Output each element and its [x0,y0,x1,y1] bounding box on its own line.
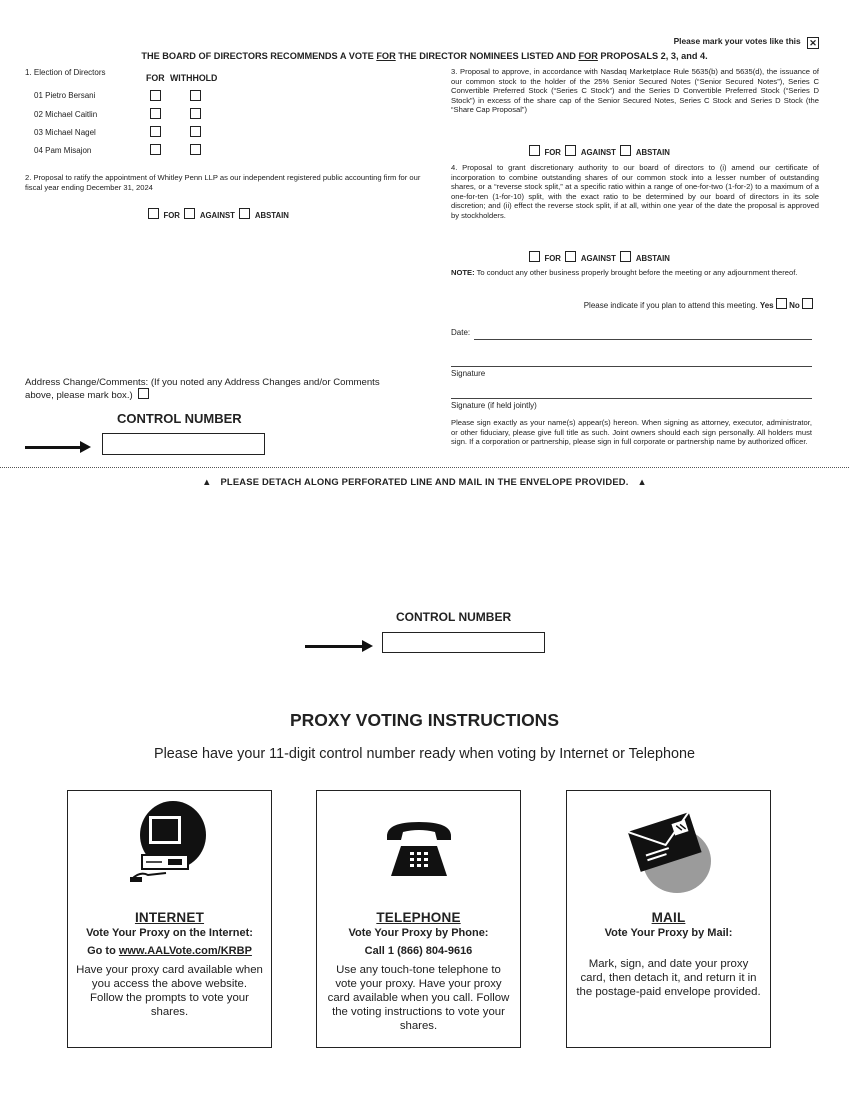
signature-joint-label: Signature (if held jointly) [451,401,537,410]
signature-line[interactable] [451,366,812,367]
nominee-1-withhold-checkbox[interactable] [190,90,201,101]
address-change-checkbox[interactable] [138,388,149,399]
example-mark-box: ✕ [807,37,819,49]
proposal-3-vote [529,142,670,160]
control-number-label-2: CONTROL NUMBER [396,610,512,624]
signature-label: Signature [451,369,486,378]
detach-instruction [0,476,849,487]
note-body: To conduct any other business properly brought before the meeting or any adjournment thereof. [474,268,798,277]
nominee-2-withhold-checkbox[interactable] [190,108,201,119]
proposal-3-text: 3. Proposal to approve, in accordance with Nasdaq Marketplace Rule 5635(b) and 5635(d), the issuance of our common stock to the holder of the 25% Senior Secured Notes (“Senior Secured Notes”), Series C Convertible Preferred Stock (“Series C Stock”) and the Series D Convertible Preferred Stock (“Series D Stock”) in excess of the share cap of the Senior Secured Notes, Series C Stock and Series D Stock (the “Share Cap Proposal”) [451,67,819,115]
proposal-4-for-checkbox[interactable] [529,251,540,262]
telephone-panel [316,790,521,1048]
perforated-line [0,467,849,468]
attend-no-label: No [789,301,800,310]
proposal-3-for-checkbox[interactable] [529,145,540,156]
internet-goto: Go to [87,945,119,957]
mark-votes-text: Please mark your votes like this [673,36,801,46]
proposal-4-against-checkbox[interactable] [565,251,576,262]
control-number-label: CONTROL NUMBER [117,411,242,426]
instructions-title: PROXY VOTING INSTRUCTIONS [289,710,559,730]
computer-icon [126,801,208,889]
nominee-4-withhold-checkbox[interactable] [190,144,201,155]
detach-text: PLEASE DETACH ALONG PERFORATED LINE AND MAIL IN THE ENVELOPE PROVIDED. [220,476,629,487]
note-text [451,268,819,278]
proposal-4-abstain-checkbox[interactable] [620,251,631,262]
proposal-3-abstain-label: ABSTAIN [635,148,670,157]
board-recommendation [0,51,849,61]
control-number-arrow-icon [25,446,83,449]
board-rec-for2: FOR [578,51,598,61]
telephone-body: Use any touch-tone telephone to vote your proxy. Have your proxy card available when you call. Follow the voting instructions to vote your shares. [327,964,510,1032]
proposal-2-text: 2. Proposal to ratify the appointment of Whitley Penn LLP as our independent registered public accounting firm for our fiscal year ending December 31, 2024 [25,173,421,192]
nominee-4: 04 Pam Misajon [34,146,92,155]
proposal-2-against-label: AGAINST [199,211,235,220]
nominee-1-for-checkbox[interactable] [150,90,161,101]
col-withhold-header: WITHHOLD [170,73,218,83]
attend-row [584,298,813,311]
board-rec-part3: PROPOSALS 2, 3, and 4. [597,51,708,61]
up-triangle-icon: ▲ [202,476,212,487]
election-label: 1. Election of Directors [25,68,106,77]
proposal-4-text: 4. Proposal to grant discretionary authority to our board of directors to (i) amend our certificate of incorporation to combine outstanding shares of our common stock into a lesser number of outstanding shares, or a “reverse stock split,” at a specific ratio within a range of one-for-two (1-for-2) to a maximum of a one-for-ten (1-for-10) split, with the exact ratio to be determined by our board of directors in its sole discretion; and (ii) effect the reverse stock split, if at all, within one year of the date the proposal is approved by stockholders. [451,163,819,220]
control-number-box-2[interactable] [382,632,545,653]
telephone-title: TELEPHONE [376,910,461,925]
proposal-4-against-label: AGAINST [580,254,616,263]
attend-yes-checkbox[interactable] [776,298,787,309]
proposal-3-for-label: FOR [544,148,561,157]
attend-text: Please indicate if you plan to attend this meeting. [583,301,758,310]
mark-votes-instruction [674,36,819,49]
nominee-2: 02 Michael Caitlin [34,110,98,119]
up-triangle-icon: ▲ [637,476,647,487]
proposal-2-vote [148,205,289,223]
mail-sub1: Vote Your Proxy by Mail: [604,927,733,939]
telephone-icon [383,816,455,882]
attend-yes-label: Yes [759,301,774,310]
nominee-2-for-checkbox[interactable] [150,108,161,119]
proposal-4-vote [529,248,670,266]
proposal-3-against-label: AGAINST [580,148,616,157]
note-label: NOTE: [451,268,475,277]
board-rec-for1: FOR [376,51,396,61]
nominee-1: 01 Pietro Bersani [34,91,96,100]
control-number-arrow-icon-2 [305,645,365,648]
address-change-text [25,377,405,401]
nominee-4-for-checkbox[interactable] [150,144,161,155]
control-number-box[interactable] [102,433,265,455]
envelope-icon [619,803,719,895]
board-rec-part2: THE DIRECTOR NOMINEES LISTED AND [395,51,579,61]
internet-sub2 [68,945,271,957]
signature-joint-line[interactable] [451,398,812,399]
address-change-label: Address Change/Comments: (If you noted any Address Changes and/or Comments above, please mark box.) [25,377,380,401]
nominee-3-for-checkbox[interactable] [150,126,161,137]
proposal-2-abstain-label: ABSTAIN [254,211,289,220]
proposal-4-for-label: FOR [544,254,561,263]
proposal-2-abstain-checkbox[interactable] [239,208,250,219]
internet-title: INTERNET [134,910,205,925]
internet-panel [67,790,272,1048]
proposal-3-against-checkbox[interactable] [565,145,576,156]
internet-body: Have your proxy card available when you access the above website. Follow the prompts to vote your shares. [76,964,263,1018]
attend-no-checkbox[interactable] [802,298,813,309]
instructions-subtitle: Please have your 11-digit control number ready when voting by Internet or Telephone [153,746,696,762]
mail-body: Mark, sign, and date your proxy card, then detach it, and return it in the postage-paid envelope provided. [576,958,761,998]
col-for-header: FOR [146,73,165,83]
date-line[interactable] [474,339,812,340]
proposal-2-against-checkbox[interactable] [184,208,195,219]
mail-panel [566,790,771,1048]
internet-sub1: Vote Your Proxy on the Internet: [86,927,253,939]
board-rec-part1: THE BOARD OF DIRECTORS RECOMMENDS A VOTE [141,51,377,61]
proposal-2-for-checkbox[interactable] [148,208,159,219]
proposal-3-abstain-checkbox[interactable] [620,145,631,156]
date-label: Date: [451,328,471,337]
mail-title: MAIL [651,910,686,925]
telephone-number: Call 1 (866) 804-9616 [364,945,473,957]
internet-url-link[interactable]: www.AALVote.com/KRBP [118,945,252,957]
nominee-3: 03 Michael Nagel [34,128,96,137]
telephone-sub1: Vote Your Proxy by Phone: [348,927,489,939]
nominee-3-withhold-checkbox[interactable] [190,126,201,137]
proposal-4-abstain-label: ABSTAIN [635,254,670,263]
proposal-2-for-label: FOR [163,211,180,220]
sign-instructions: Please sign exactly as your name(s) appear(s) hereon. When signing as attorney, executor, administrator, or other fiduciary, please give full title as such. Joint owners should each sign personally. All holders must sign. If a corporation or partnership, please sign in full corporate or partnership name by authorized officer. [451,418,812,447]
